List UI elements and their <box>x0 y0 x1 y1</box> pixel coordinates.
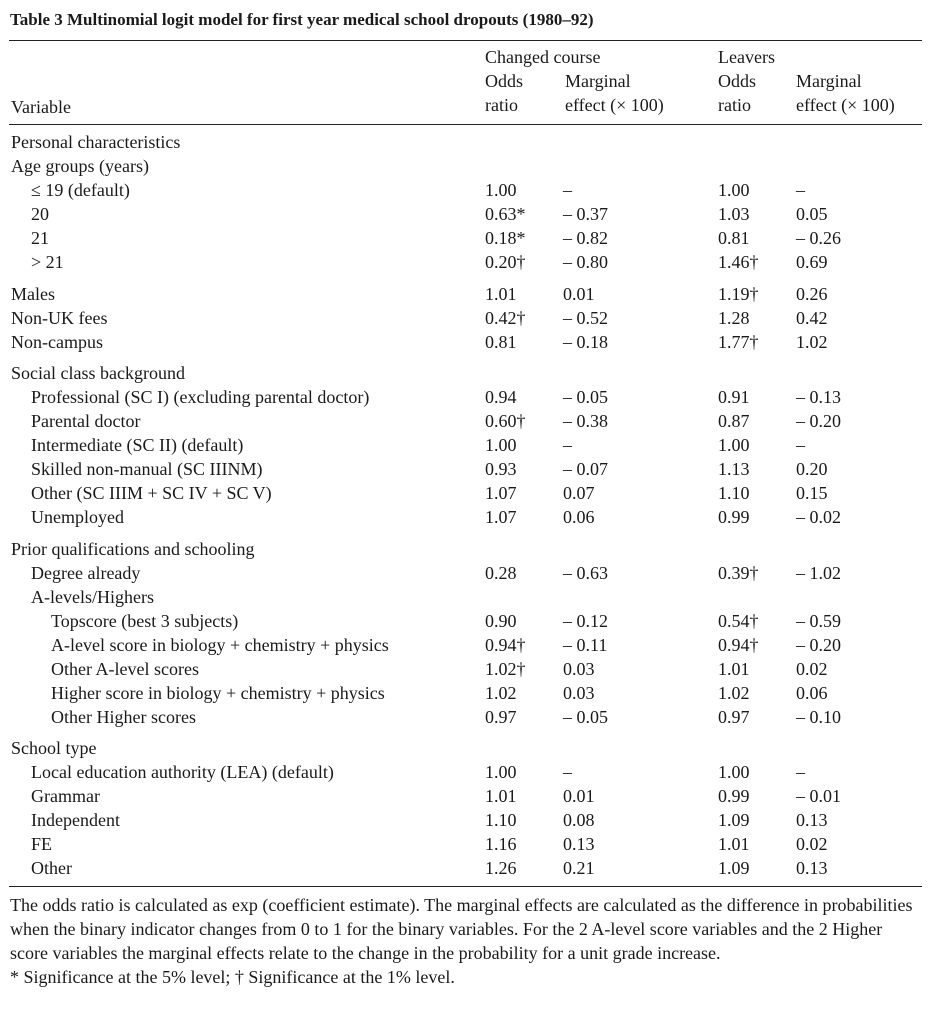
header-changed-course: Changed course <box>485 47 601 67</box>
marginal-effect-leavers: 0.26 <box>796 283 828 304</box>
row-label: Personal characteristics <box>11 132 181 152</box>
odds-ratio-leavers: 1.00 <box>718 435 750 455</box>
header-marginal-2: Marginal <box>796 71 862 91</box>
marginal-effect-leavers: – 0.26 <box>796 228 841 248</box>
marginal-effect-leavers: 0.05 <box>796 204 828 224</box>
odds-ratio-changed: 0.93 <box>485 459 517 479</box>
marginal-effect-leavers: – <box>796 435 805 455</box>
odds-ratio-leavers: 0.99 <box>718 786 750 806</box>
row-label: Age groups (years) <box>11 156 149 176</box>
odds-ratio-leavers: 1.02 <box>718 682 750 703</box>
note-significance: * Significance at the 5% level; † Significance at the 1% level. <box>10 967 455 987</box>
odds-ratio-changed: 0.81 <box>485 331 517 352</box>
marginal-effect-changed: 0.06 <box>563 507 595 527</box>
row-label: Prior qualifications and schooling <box>11 538 255 559</box>
row-label: 20 <box>31 204 49 224</box>
table-row <box>0 154 933 178</box>
row-label: Higher score in biology + chemistry + physics <box>51 682 385 703</box>
header-ratio-2: ratio <box>718 95 751 115</box>
row-label: Males <box>11 283 55 304</box>
marginal-effect-changed: – 0.63 <box>563 562 608 583</box>
odds-ratio-leavers: 1.00 <box>718 762 750 782</box>
row-label: Intermediate (SC II) (default) <box>31 435 244 455</box>
marginal-effect-leavers: 0.02 <box>796 834 828 854</box>
table-row <box>0 856 933 880</box>
row-label: Topscore (best 3 subjects) <box>51 610 239 631</box>
marginal-effect-changed: – <box>563 435 572 455</box>
marginal-effect-changed: – 0.05 <box>563 706 608 727</box>
marginal-effect-leavers: – 0.20 <box>796 411 841 431</box>
table-row <box>0 633 933 657</box>
odds-ratio-changed: 1.16 <box>485 834 517 854</box>
odds-ratio-changed: 1.07 <box>485 507 517 527</box>
marginal-effect-changed: – 0.37 <box>563 204 608 224</box>
table-row <box>0 202 933 226</box>
odds-ratio-leavers: 1.10 <box>718 483 750 503</box>
marginal-effect-changed: 0.13 <box>563 834 595 854</box>
table-row <box>0 681 933 705</box>
row-label: Unemployed <box>31 507 124 527</box>
row-label: ≤ 19 (default) <box>31 180 130 200</box>
marginal-effect-changed: – 0.18 <box>563 331 608 352</box>
row-label: Independent <box>31 810 120 830</box>
row-label: FE <box>31 834 53 854</box>
table-row <box>0 250 933 274</box>
odds-ratio-leavers: 1.77† <box>718 331 759 352</box>
marginal-effect-leavers: – 0.01 <box>796 786 841 806</box>
marginal-effect-leavers: – 0.59 <box>796 610 841 631</box>
header-rule <box>9 124 922 125</box>
odds-ratio-leavers: 0.99 <box>718 507 750 527</box>
table-row <box>0 178 933 202</box>
row-label: Non-campus <box>11 331 103 352</box>
marginal-effect-changed: – 0.80 <box>563 252 608 272</box>
header-leavers: Leavers <box>718 47 775 67</box>
table-row <box>0 433 933 457</box>
marginal-effect-changed: 0.01 <box>563 786 595 806</box>
top-rule <box>9 40 922 41</box>
odds-ratio-changed: 0.63* <box>485 204 526 224</box>
header-odds-2: Odds <box>718 71 757 91</box>
table-row <box>0 760 933 784</box>
table-row <box>0 385 933 409</box>
header-odds-1: Odds <box>485 71 524 91</box>
table-row <box>0 505 933 529</box>
marginal-effect-changed: – 0.52 <box>563 307 608 328</box>
odds-ratio-changed: 0.18* <box>485 228 526 248</box>
row-label: Professional (SC I) (excluding parental doctor) <box>31 387 370 407</box>
table-row <box>0 361 933 385</box>
row-label: Grammar <box>31 786 100 806</box>
odds-ratio-changed: 1.02 <box>485 682 517 703</box>
marginal-effect-leavers: – 1.02 <box>796 562 841 583</box>
table-row <box>0 736 933 760</box>
marginal-effect-changed: – 0.12 <box>563 610 608 631</box>
odds-ratio-leavers: 1.46† <box>718 252 759 272</box>
odds-ratio-changed: 1.02† <box>485 658 526 679</box>
row-label: > 21 <box>31 252 64 272</box>
header-variable: Variable <box>11 97 71 117</box>
odds-ratio-changed: 1.01 <box>485 786 517 806</box>
odds-ratio-leavers: 1.00 <box>718 180 750 200</box>
table-row <box>0 306 933 330</box>
odds-ratio-changed: 0.94† <box>485 634 526 655</box>
odds-ratio-leavers: 0.39† <box>718 562 759 583</box>
bottom-rule <box>9 886 922 887</box>
header-marginal-1: Marginal <box>565 71 631 91</box>
marginal-effect-changed: 0.08 <box>563 810 595 830</box>
odds-ratio-leavers: 0.54† <box>718 610 759 631</box>
odds-ratio-changed: 1.26 <box>485 858 517 878</box>
marginal-effect-leavers: – 0.02 <box>796 507 841 527</box>
odds-ratio-changed: 1.10 <box>485 810 517 830</box>
row-label: Parental doctor <box>31 411 141 431</box>
row-label: Other <box>31 858 72 878</box>
table-row <box>0 282 933 306</box>
header-effect-1: effect (× 100) <box>565 95 664 115</box>
table-row <box>0 226 933 250</box>
odds-ratio-changed: 0.60† <box>485 411 526 431</box>
row-label: Skilled non-manual (SC IIINM) <box>31 459 263 479</box>
row-label: School type <box>11 738 97 758</box>
table-notes <box>10 893 923 989</box>
marginal-effect-changed: – 0.38 <box>563 411 608 431</box>
odds-ratio-leavers: 1.19† <box>718 283 759 304</box>
header-effect-2: effect (× 100) <box>796 95 895 115</box>
table-row <box>0 784 933 808</box>
marginal-effect-changed: 0.03 <box>563 682 595 703</box>
table-row <box>0 130 933 154</box>
odds-ratio-changed: 0.20† <box>485 252 526 272</box>
odds-ratio-changed: 0.97 <box>485 706 517 727</box>
odds-ratio-changed: 0.90 <box>485 610 517 631</box>
odds-ratio-changed: 0.94 <box>485 387 517 407</box>
table-row <box>0 808 933 832</box>
table-row <box>0 537 933 561</box>
odds-ratio-leavers: 0.87 <box>718 411 750 431</box>
marginal-effect-leavers: 0.06 <box>796 682 828 703</box>
odds-ratio-changed: 1.00 <box>485 762 517 782</box>
marginal-effect-leavers: 0.69 <box>796 252 828 272</box>
marginal-effect-leavers: – 0.10 <box>796 706 841 727</box>
marginal-effect-leavers: – 0.13 <box>796 387 841 407</box>
table-row <box>0 457 933 481</box>
odds-ratio-leavers: 1.03 <box>718 204 750 224</box>
marginal-effect-changed: – 0.82 <box>563 228 608 248</box>
marginal-effect-changed: 0.03 <box>563 658 595 679</box>
odds-ratio-changed: 1.00 <box>485 435 517 455</box>
marginal-effect-changed: – <box>563 180 572 200</box>
table-row <box>0 705 933 729</box>
odds-ratio-changed: 1.01 <box>485 283 517 304</box>
marginal-effect-leavers: 0.02 <box>796 658 828 679</box>
table-row <box>0 585 933 609</box>
marginal-effect-changed: – 0.05 <box>563 387 608 407</box>
odds-ratio-leavers: 0.97 <box>718 706 750 727</box>
marginal-effect-changed: 0.01 <box>563 283 595 304</box>
table-row <box>0 657 933 681</box>
marginal-effect-leavers: 1.02 <box>796 331 828 352</box>
odds-ratio-leavers: 1.01 <box>718 658 750 679</box>
marginal-effect-leavers: 0.13 <box>796 810 828 830</box>
odds-ratio-leavers: 0.94† <box>718 634 759 655</box>
odds-ratio-leavers: 1.09 <box>718 858 750 878</box>
odds-ratio-leavers: 1.13 <box>718 459 750 479</box>
odds-ratio-changed: 1.07 <box>485 483 517 503</box>
row-label: 21 <box>31 228 49 248</box>
odds-ratio-leavers: 1.01 <box>718 834 750 854</box>
marginal-effect-leavers: – <box>796 180 805 200</box>
table-row <box>0 481 933 505</box>
row-label: A-levels/Highers <box>31 586 154 607</box>
marginal-effect-leavers: 0.42 <box>796 307 828 328</box>
odds-ratio-leavers: 0.91 <box>718 387 750 407</box>
marginal-effect-leavers: 0.15 <box>796 483 828 503</box>
table-row <box>0 330 933 354</box>
marginal-effect-changed: 0.21 <box>563 858 595 878</box>
marginal-effect-changed: – 0.11 <box>563 634 608 655</box>
odds-ratio-leavers: 0.81 <box>718 228 750 248</box>
marginal-effect-changed: – <box>563 762 572 782</box>
odds-ratio-leavers: 1.28 <box>718 307 750 328</box>
odds-ratio-changed: 0.28 <box>485 562 517 583</box>
table-row <box>0 409 933 433</box>
odds-ratio-leavers: 1.09 <box>718 810 750 830</box>
marginal-effect-leavers: 0.13 <box>796 858 828 878</box>
marginal-effect-leavers: 0.20 <box>796 459 828 479</box>
row-label: Other (SC IIIM + SC IV + SC V) <box>31 483 272 503</box>
row-label: Other Higher scores <box>51 706 196 727</box>
marginal-effect-leavers: – <box>796 762 805 782</box>
row-label: A-level score in biology + chemistry + physics <box>51 634 389 655</box>
table-row <box>0 561 933 585</box>
table-row <box>0 609 933 633</box>
marginal-effect-changed: 0.07 <box>563 483 595 503</box>
table-row <box>0 832 933 856</box>
marginal-effect-leavers: – 0.20 <box>796 634 841 655</box>
odds-ratio-changed: 1.00 <box>485 180 517 200</box>
table-title: Table 3 Multinomial logit model for first year medical school dropouts (1980–92) <box>10 10 594 29</box>
marginal-effect-changed: – 0.07 <box>563 459 608 479</box>
row-label: Non-UK fees <box>11 307 108 328</box>
row-label: Other A-level scores <box>51 658 199 679</box>
note-explanation: The odds ratio is calculated as exp (coefficient estimate). The marginal effects are calculated as the difference in probabilities when the binary indicator changes from 0 to 1 for the binary variables. For the 2 A-level score variables and the 2 Higher score variables the marginal effects relate to the change in the probability for a unit grade increase. <box>10 895 913 963</box>
header-ratio-1: ratio <box>485 95 518 115</box>
odds-ratio-changed: 0.42† <box>485 307 526 328</box>
row-label: Degree already <box>31 562 141 583</box>
row-label: Local education authority (LEA) (default) <box>31 762 334 782</box>
row-label: Social class background <box>11 363 185 383</box>
